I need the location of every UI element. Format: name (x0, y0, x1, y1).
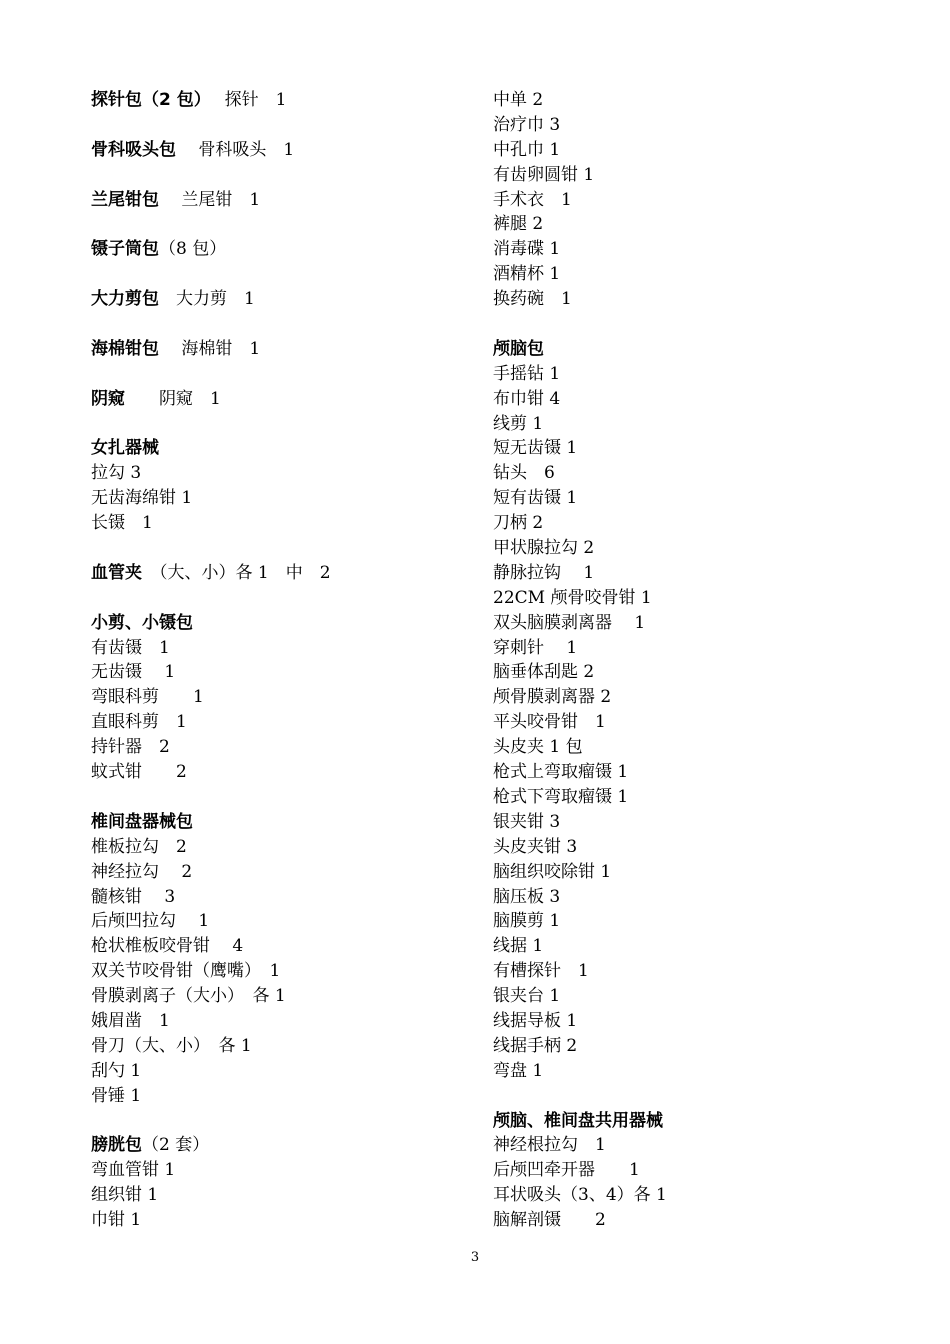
instrument-entry: 治疗巾 3 (493, 114, 561, 135)
instrument-entry: 后颅凹拉勾 1 (91, 911, 210, 932)
instrument-entry: 刀柄 2 (493, 513, 544, 534)
right-item-line (493, 163, 913, 188)
instrument-entry: 中单 2 (493, 90, 544, 110)
instrument-entry: 脑组织咬除钳 1 (493, 861, 612, 882)
instrument-entry: 枪式上弯取瘤镊 1 (493, 762, 629, 783)
right-item-line (493, 660, 913, 685)
instrument-entry: 刮勺 1 (91, 1060, 142, 1081)
right-item-line (493, 586, 913, 611)
instrument-entry: 髓核钳 3 (91, 886, 176, 907)
left-package-heading (91, 810, 471, 835)
right-item-line (493, 88, 913, 113)
left-package-heading (91, 561, 471, 586)
package-detail: （8 包） (159, 239, 227, 260)
package-detail: 探针 1 (202, 90, 287, 110)
left-item-line (91, 934, 471, 959)
instrument-entry: 静脉拉钩 1 (493, 562, 595, 583)
left-package-heading (91, 138, 471, 163)
left-package-heading (91, 611, 471, 636)
instrument-entry: 有齿卵圆钳 1 (493, 164, 595, 185)
instrument-entry: 巾钳 1 (91, 1210, 142, 1231)
instrument-entry: 蚊式钳 2 (91, 762, 187, 783)
left-item-line (91, 1158, 471, 1183)
right-item-line (493, 959, 913, 984)
right-item-line (493, 412, 913, 437)
instrument-entry: 中孔巾 1 (493, 139, 561, 160)
left-item-line (91, 636, 471, 661)
instrument-entry: 长镊 1 (91, 513, 153, 534)
package-name: 镊子筒包 (91, 239, 159, 260)
instrument-entry: 脑垂体刮匙 2 (493, 662, 595, 683)
package-detail: 阴窥 1 (125, 388, 221, 409)
right-spacer (493, 312, 913, 337)
instrument-entry: 头皮夹钳 3 (493, 836, 578, 857)
instrument-entry: 短无齿镊 1 (493, 438, 578, 459)
left-package-heading (91, 387, 471, 412)
left-item-line (91, 685, 471, 710)
left-item-line (91, 735, 471, 760)
package-detail: （2 套） (142, 1135, 210, 1156)
instrument-entry: 短有齿镊 1 (493, 488, 578, 509)
left-spacer (91, 262, 471, 287)
instrument-entry: 线剪 1 (493, 413, 544, 434)
instrument-entry: 脑膜剪 1 (493, 911, 561, 932)
instrument-entry: 弯盘 1 (493, 1060, 544, 1081)
package-name: 膀胱包 (91, 1135, 142, 1156)
instrument-entry: 弯血管钳 1 (91, 1160, 176, 1181)
right-item-line (493, 860, 913, 885)
left-item-line (91, 885, 471, 910)
instrument-entry: 布巾钳 4 (493, 388, 561, 409)
instrument-entry: 直眼科剪 1 (91, 712, 187, 733)
left-spacer (91, 586, 471, 611)
instrument-entry: 耳状吸头（3、4）各 1 (493, 1185, 667, 1206)
left-spacer (91, 1109, 471, 1134)
right-item-line (493, 536, 913, 561)
right-item-line (493, 636, 913, 661)
instrument-entry: 穿刺针 1 (493, 637, 578, 658)
right-item-line (493, 735, 913, 760)
instrument-entry: 颅骨膜剥离器 2 (493, 687, 612, 708)
package-detail: 兰尾钳 1 (159, 189, 261, 210)
left-spacer (91, 212, 471, 237)
right-package-heading (493, 337, 913, 362)
package-detail: （大、小）各 1 中 2 (142, 562, 331, 583)
right-item-line (493, 387, 913, 412)
page-number: 3 (470, 1250, 480, 1265)
package-name: 椎间盘器械包 (91, 811, 193, 832)
left-item-line (91, 860, 471, 885)
left-package-heading (91, 337, 471, 362)
instrument-entry: 拉勾 3 (91, 463, 142, 484)
right-item-line (493, 760, 913, 785)
left-item-line (91, 835, 471, 860)
package-name: 兰尾钳包 (91, 189, 159, 210)
right-item-line (493, 810, 913, 835)
instrument-entry: 椎板拉勾 2 (91, 836, 187, 857)
right-item-line (493, 710, 913, 735)
right-item-line (493, 138, 913, 163)
left-package-heading (91, 188, 471, 213)
left-item-line (91, 1084, 471, 1109)
right-item-line (493, 785, 913, 810)
instrument-entry: 后颅凹牵开器 1 (493, 1160, 640, 1181)
left-column (91, 88, 471, 1233)
right-item-line (493, 1183, 913, 1208)
package-detail: 大力剪 1 (159, 289, 255, 310)
instrument-entry: 无齿镊 1 (91, 662, 176, 683)
right-item-line (493, 611, 913, 636)
instrument-entry: 消毒碟 1 (493, 239, 561, 260)
left-spacer (91, 536, 471, 561)
left-item-line (91, 1059, 471, 1084)
left-item-line (91, 760, 471, 785)
left-package-heading (91, 88, 471, 113)
right-item-line (493, 511, 913, 536)
package-name: 骨科吸头包 (91, 139, 176, 160)
instrument-entry: 换药碗 1 (493, 289, 572, 310)
instrument-entry: 线据 1 (493, 936, 544, 957)
package-name: 血管夹 (91, 562, 142, 583)
left-item-line (91, 710, 471, 735)
instrument-entry: 神经根拉勾 1 (493, 1135, 606, 1156)
left-item-line (91, 1009, 471, 1034)
package-name: 探针包（2 包） (91, 90, 203, 110)
right-item-line (493, 1158, 913, 1183)
right-item-line (493, 1059, 913, 1084)
right-item-line (493, 113, 913, 138)
right-column (493, 88, 913, 1233)
package-detail: 骨科吸头 1 (176, 139, 295, 160)
left-package-heading (91, 237, 471, 262)
instrument-entry: 双关节咬骨钳（鹰嘴） 1 (91, 961, 281, 982)
package-name: 颅脑包 (493, 338, 544, 359)
instrument-entry: 脑解剖镊 2 (493, 1210, 606, 1231)
instrument-entry: 枪状椎板咬骨钳 4 (91, 936, 244, 957)
instrument-entry: 枪式下弯取瘤镊 1 (493, 786, 629, 807)
right-item-line (493, 212, 913, 237)
left-item-line (91, 984, 471, 1009)
instrument-entry: 脑压板 3 (493, 886, 561, 907)
right-item-line (493, 486, 913, 511)
right-spacer (493, 1084, 913, 1109)
instrument-entry: 组织钳 1 (91, 1185, 159, 1206)
instrument-entry: 骨锤 1 (91, 1085, 142, 1106)
instrument-entry: 持针器 2 (91, 737, 170, 758)
right-item-line (493, 1009, 913, 1034)
instrument-entry: 有槽探针 1 (493, 961, 589, 982)
left-item-line (91, 486, 471, 511)
right-item-line (493, 237, 913, 262)
instrument-entry: 有齿镊 1 (91, 637, 170, 658)
left-item-line (91, 909, 471, 934)
right-item-line (493, 885, 913, 910)
right-item-line (493, 685, 913, 710)
left-item-line (91, 660, 471, 685)
package-name: 阴窥 (91, 388, 125, 409)
right-item-line (493, 909, 913, 934)
package-name: 海棉钳包 (91, 338, 159, 359)
left-item-line (91, 1208, 471, 1233)
package-name: 颅脑、椎间盘共用器械 (493, 1110, 663, 1131)
right-item-line (493, 287, 913, 312)
instrument-entry: 线据导板 1 (493, 1010, 578, 1031)
left-spacer (91, 785, 471, 810)
instrument-entry: 娥眉凿 1 (91, 1010, 170, 1031)
instrument-entry: 钻头 6 (493, 463, 555, 484)
left-item-line (91, 1183, 471, 1208)
left-item-line (91, 461, 471, 486)
left-item-line (91, 511, 471, 536)
instrument-entry: 裤腿 2 (493, 214, 544, 235)
instrument-entry: 头皮夹 1 包 (493, 737, 583, 758)
right-package-heading (493, 1109, 913, 1134)
right-item-line (493, 262, 913, 287)
instrument-entry: 手术衣 1 (493, 189, 572, 210)
left-package-heading (91, 287, 471, 312)
instrument-entry: 平头咬骨钳 1 (493, 712, 606, 733)
package-detail: 海棉钳 1 (159, 338, 261, 359)
right-item-line (493, 934, 913, 959)
instrument-entry: 甲状腺拉勾 2 (493, 538, 595, 559)
left-spacer (91, 163, 471, 188)
instrument-entry: 银夹台 1 (493, 986, 561, 1007)
instrument-entry: 银夹钳 3 (493, 811, 561, 832)
right-item-line (493, 362, 913, 387)
instrument-entry: 无齿海绵钳 1 (91, 488, 193, 509)
right-item-line (493, 188, 913, 213)
right-item-line (493, 561, 913, 586)
package-name: 大力剪包 (91, 289, 159, 310)
instrument-entry: 神经拉勾 2 (91, 861, 193, 882)
instrument-entry: 骨膜剥离子（大小） 各 1 (91, 986, 286, 1007)
instrument-entry: 手摇钻 1 (493, 363, 561, 384)
right-item-line (493, 1208, 913, 1233)
left-package-heading (91, 1133, 471, 1158)
instrument-entry: 线据手柄 2 (493, 1035, 578, 1056)
instrument-entry: 酒精杯 1 (493, 264, 561, 285)
left-spacer (91, 412, 471, 437)
instrument-entry: 双头脑膜剥离器 1 (493, 612, 646, 633)
right-item-line (493, 984, 913, 1009)
left-item-line (91, 1034, 471, 1059)
left-package-heading (91, 436, 471, 461)
left-item-line (91, 959, 471, 984)
right-item-line (493, 835, 913, 860)
right-item-line (493, 1133, 913, 1158)
package-name: 女扎器械 (91, 438, 159, 459)
package-name: 小剪、小镊包 (91, 612, 193, 633)
left-spacer (91, 362, 471, 387)
right-item-line (493, 461, 913, 486)
left-spacer (91, 113, 471, 138)
instrument-entry: 弯眼科剪 1 (91, 687, 204, 708)
instrument-entry: 22CM 颅骨咬骨钳 1 (493, 587, 652, 608)
right-item-line (493, 436, 913, 461)
right-item-line (493, 1034, 913, 1059)
instrument-entry: 骨刀（大、小） 各 1 (91, 1035, 252, 1056)
left-spacer (91, 312, 471, 337)
